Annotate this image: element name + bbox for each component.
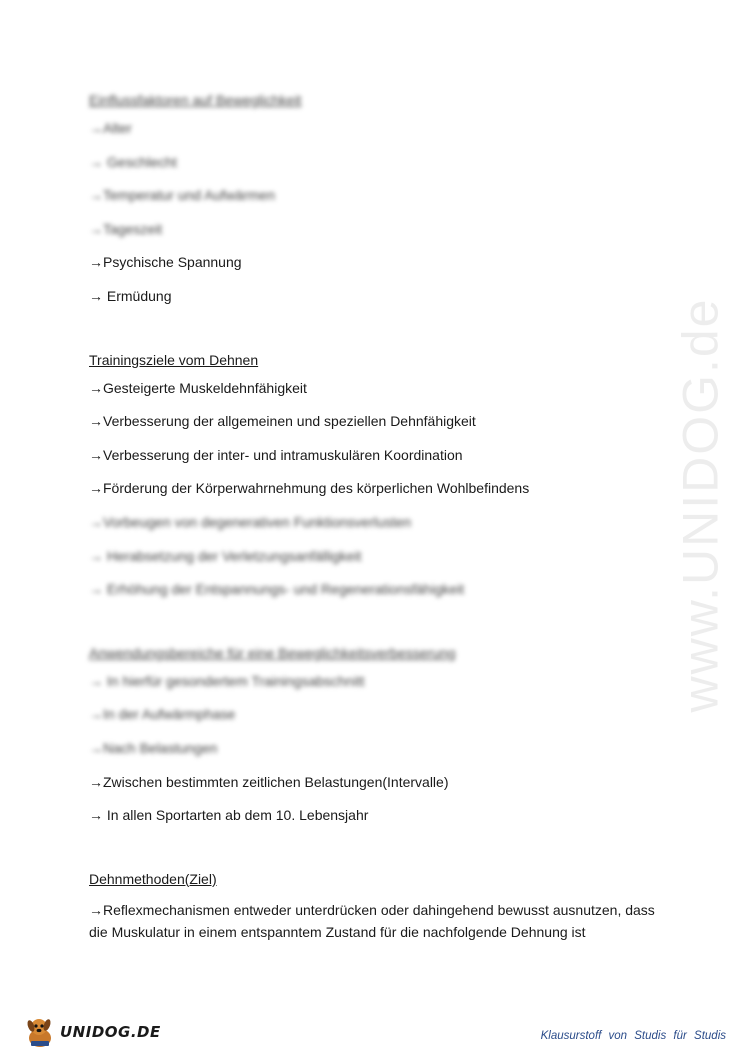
list-item: → Herabsetzung der Verletzungsanfälligkeit bbox=[89, 540, 689, 574]
list-item: →Verbesserung der allgemeinen und speziellen Dehnfähigkeit bbox=[89, 405, 689, 439]
logo-text: UNIDOG.DE bbox=[60, 1023, 161, 1041]
section-trainingsziele bbox=[89, 348, 689, 607]
section-heading: Einflussfaktoren auf Beweglichkeit bbox=[89, 92, 302, 108]
arrow-icon: → bbox=[89, 739, 103, 756]
arrow-icon: → bbox=[89, 547, 103, 564]
paragraph: →Reflexmechanismen entweder unterdrücken oder dahingehend bewusst ausnutzen, dass die Muskulatur in einem entspanntem Zustand für die nachfolgende Dehnung ist bbox=[89, 899, 669, 943]
list-item: →Gesteigerte Muskeldehnfähigkeit bbox=[89, 372, 689, 406]
section-heading: Anwendungsbereiche für eine Beweglichkeitsverbesserung bbox=[89, 644, 456, 661]
list-item: → Erhöhung der Entspannungs- und Regenerationsfähigkeit bbox=[89, 573, 689, 607]
list-item: → In allen Sportarten ab dem 10. Lebensjahr bbox=[89, 799, 689, 833]
list-item: →Temperatur und Aufwärmen bbox=[89, 179, 689, 213]
list-item: →Tageszeit bbox=[89, 213, 689, 247]
list-item: →Vorbeugen von degenerativen Funktionsverlusten bbox=[89, 506, 689, 540]
arrow-icon: → bbox=[89, 513, 103, 530]
list-item: → Ermüdung bbox=[89, 280, 689, 314]
list-item: →Förderung der Körperwahrnehmung des körperlichen Wohlbefindens bbox=[89, 472, 689, 506]
section-anwendungsbereiche bbox=[89, 641, 689, 833]
arrow-icon: → bbox=[89, 807, 103, 824]
list-item: →Psychische Spannung bbox=[89, 246, 689, 280]
arrow-icon: → bbox=[89, 480, 103, 497]
list-item: → Geschlecht bbox=[89, 146, 689, 180]
section-heading: Dehnmethoden(Ziel) bbox=[89, 870, 217, 887]
arrow-icon: → bbox=[89, 446, 103, 463]
arrow-icon: → bbox=[89, 706, 103, 723]
arrow-icon: → bbox=[89, 287, 103, 304]
dog-mascot-icon bbox=[22, 1014, 58, 1050]
footer-slogan: Klausurstoff von Studis für Studis bbox=[540, 1030, 726, 1042]
document-content bbox=[89, 88, 689, 943]
footer-logo bbox=[22, 1012, 162, 1052]
arrow-icon: → bbox=[89, 379, 103, 396]
arrow-icon: → bbox=[89, 581, 103, 598]
list-item: → In hierfür gesondertem Trainingsabschnitt bbox=[89, 665, 689, 699]
arrow-icon: → bbox=[89, 187, 103, 204]
section-dehnmethoden bbox=[89, 867, 689, 943]
arrow-icon: → bbox=[89, 120, 103, 136]
arrow-icon: → bbox=[89, 672, 103, 689]
arrow-icon: → bbox=[89, 901, 103, 918]
list-item: →Alter bbox=[89, 112, 689, 146]
watermark: www.UNIDOG.de bbox=[672, 297, 728, 713]
section-einflussfaktoren bbox=[89, 88, 689, 314]
arrow-icon: → bbox=[89, 773, 103, 790]
list-item: →In der Aufwärmphase bbox=[89, 698, 689, 732]
list-item: →Verbesserung der inter- und intramuskulären Koordination bbox=[89, 439, 689, 473]
list-item: →Zwischen bestimmten zeitlichen Belastungen(Intervalle) bbox=[89, 766, 689, 800]
arrow-icon: → bbox=[89, 153, 103, 170]
arrow-icon: → bbox=[89, 413, 103, 430]
arrow-icon: → bbox=[89, 220, 103, 237]
section-heading: Trainingsziele vom Dehnen bbox=[89, 351, 259, 368]
list-item: →Nach Belastungen bbox=[89, 732, 689, 766]
arrow-icon: → bbox=[89, 254, 103, 271]
